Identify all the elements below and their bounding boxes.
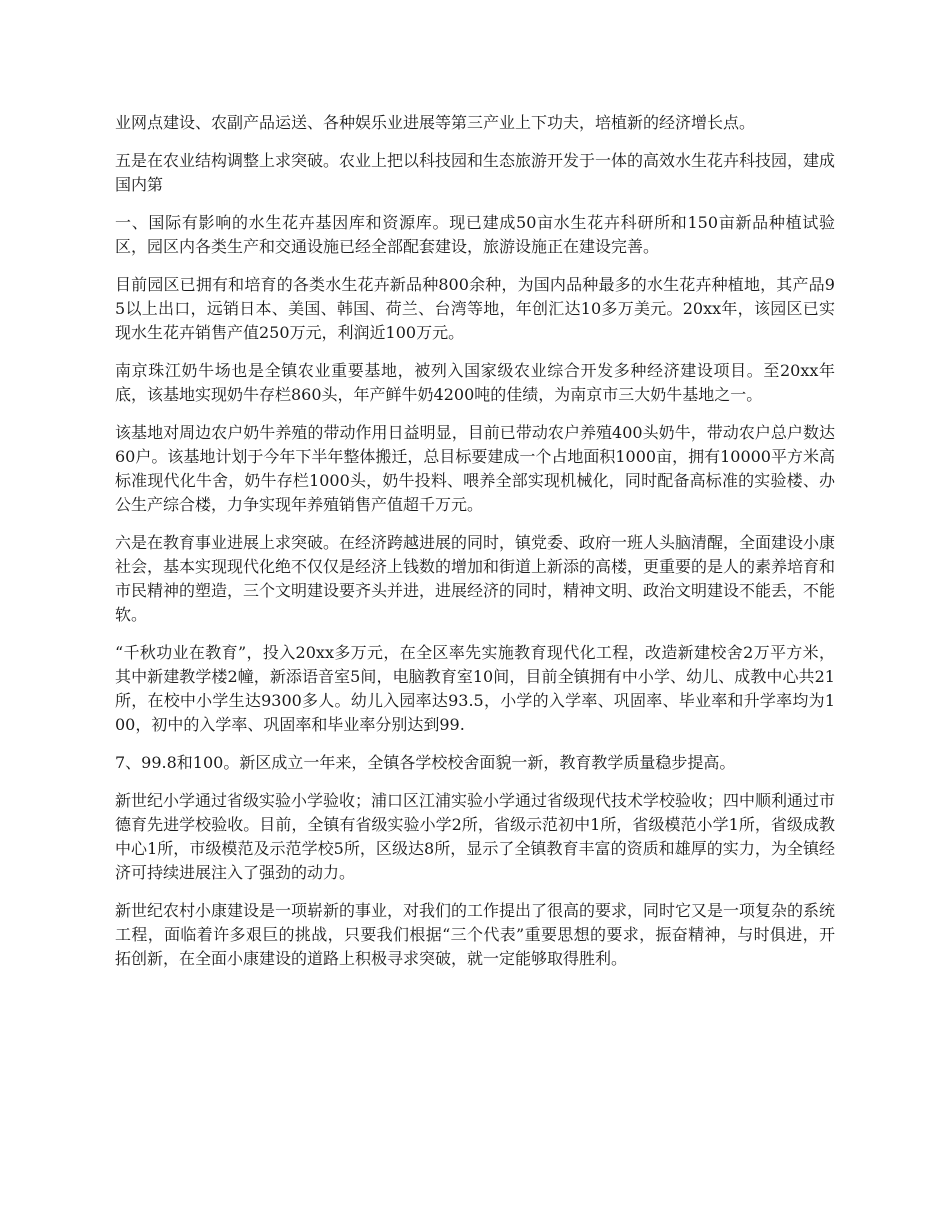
paragraph-4: 目前园区已拥有和培育的各类水生花卉新品种800余种，为国内品种最多的水生花卉种植地，其产品95以上出口，远销日本、美国、韩国、荷兰、台湾等地，年创汇达10多万美元。20xx年，该园区已实现水生花卉销售产值250万元，利润近100万元。: [115, 275, 835, 342]
paragraph-1: 业网点建设、农副产品运送、各种娱乐业进展等第三产业上下功夫，培植新的经济增长点。: [115, 113, 756, 132]
paragraph-5: 南京珠江奶牛场也是全镇农业重要基地，被列入国家级农业综合开发多种经济建设项目。至20xx年底，该基地实现奶牛存栏860头，年产鲜牛奶4200吨的佳绩，为南京市三大奶牛基地之一。: [115, 361, 835, 404]
paragraph-6: 该基地对周边农户奶牛养殖的带动作用日益明显，目前已带动农户养殖400头奶牛，带动农户总户数达60户。该基地计划于今年下半年整体搬迁，总目标要建成一个占地面积1000亩，拥有10000平方米高标准现代化牛舍，奶牛存栏1000头，奶牛投料、喂养全部实现机械化，同时配备高标准的实验楼、办公生产综合楼，力争实现年养殖销售产值超千万元。: [115, 423, 835, 514]
paragraph-7: 六是在教育事业进展上求突破。在经济跨越进展的同时，镇党委、政府一班人头脑清醒，全面建设小康社会，基本实现现代化绝不仅仅是经济上钱数的增加和街道上新添的高楼，更重要的是人的素养培育和市民精神的塑造，三个文明建设要齐头并进，进展经济的同时，精神文明、政治文明建设不能丢，不能软。: [115, 533, 836, 624]
paragraph-9: 7、99.8和100。新区成立一年来，全镇各学校校舍面貌一新，教育教学质量稳步提高。: [115, 753, 736, 772]
paragraph-3: 一、国际有影响的水生花卉基因库和资源库。现已建成50亩水生花卉科研所和150亩新品种植试验区，园区内各类生产和交通设施已经全部配套建设，旅游设施正在建设完善。: [115, 213, 835, 256]
paragraph-8: “千秋功业在教育”，投入20xx多万元，在全区率先实施教育现代化工程，改造新建校舍2万平方米，其中新建教学楼2幢，新添语音室5间，电脑教育室10间，目前全镇拥有中小学、幼儿、成教中心共21所，在校中小学生达9300多人。幼儿入园率达93.5，小学的入学率、巩固率、毕业率和升学率均为100，初中的入学率、巩固率和毕业率分别达到99.: [115, 643, 835, 734]
paragraph-10: 新世纪小学通过省级实验小学验收；浦口区江浦实验小学通过省级现代技术学校验收；四中顺利通过市德育先进学校验收。目前，全镇有省级实验小学2所，省级示范初中1所，省级模范小学1所，省级成教中心1所，市级模范及示范学校5所，区级达8所，显示了全镇教育丰富的资质和雄厚的实力，为全镇经济可持续进展注入了强劲的动力。: [115, 791, 836, 882]
paragraph-11: 新世纪农村小康建设是一项崭新的事业，对我们的工作提出了很高的要求，同时它又是一项复杂的系统工程，面临着许多艰巨的挑战，只要我们根据“三个代表”重要思想的要求，振奋精神，与时俱进，开拓创新，在全面小康建设的道路上积极寻求突破，就一定能够取得胜利。: [115, 901, 836, 968]
paragraph-2: 五是在农业结构调整上求突破。农业上把以科技园和生态旅游开发于一体的高效水生花卉科技园，建成国内第: [115, 151, 836, 194]
